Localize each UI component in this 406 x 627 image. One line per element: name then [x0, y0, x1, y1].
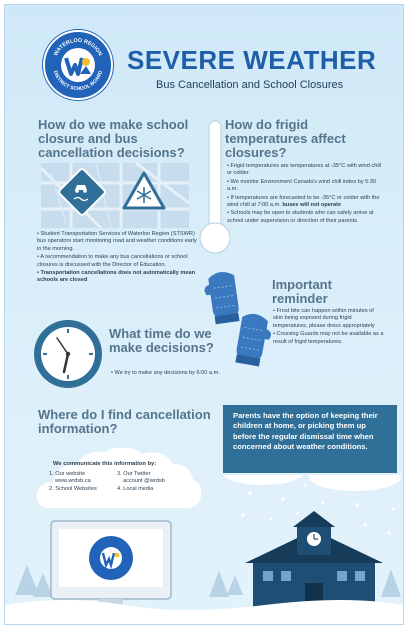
channel-item: 1. Our website: [49, 471, 86, 477]
list-item: • Schools may be open to students who can safely arrive at school under supervision or direction of their parents.: [227, 210, 374, 224]
channel-item: 3. Our Twitter: [117, 471, 151, 477]
logo-text-bottom: DISTRICT SCHOOL BOARD: [51, 69, 105, 93]
decisions-list: [37, 231, 197, 286]
infographic-poster: [4, 4, 404, 625]
channel-item: 2. School Websites: [49, 485, 97, 492]
road-map-illustration: [41, 163, 189, 228]
channels-intro: We communicate this information by:: [53, 461, 157, 467]
channel-item: account @wrdsb: [123, 478, 165, 485]
page-title: SEVERE WEATHER: [127, 45, 377, 75]
list-item: • Frost bite can happen within minutes of skin being exposed during frigid temperatures, please dress appropriately: [273, 308, 375, 329]
school-building-icon: [245, 511, 383, 610]
time-heading: What time do we make decisions?: [109, 326, 214, 356]
reminder-list: [273, 308, 385, 347]
winter-landscape-illustration: [5, 475, 403, 624]
parents-notice-text: Parents have the option of keeping their children at home, or picking them up before the regular dismissal time when concerned about weather conditions.: [233, 411, 378, 451]
time-list: [111, 370, 221, 378]
list-item: • If temperatures are forecasted to be -35°C or colder with the wind chill at 7:00 a.m. buses will not operate: [227, 194, 380, 208]
frigid-list: [227, 163, 382, 226]
decisions-heading: How do we make school closure and bus cancellation decisions?: [38, 117, 189, 161]
list-item: • A recommendation to make any bus cancellations or school closures is discussed with the Director of Education.: [37, 254, 188, 268]
list-item: • We try to make any decisions by 6:00 a.m.: [111, 370, 220, 376]
list-item: • Crossing Guards may not be available as a result of frigid temperatures.: [273, 331, 384, 345]
list-item: • We monitor Environment Canada's wind chill index by 5:30 a.m.: [227, 178, 377, 193]
frigid-heading: How do frigid temperatures affect closures?: [225, 117, 346, 161]
channel-item: www.wrdsb.ca: [55, 478, 91, 485]
channel-item: 4. Local media: [117, 485, 154, 492]
find-heading: Where do I find cancellation information?: [38, 407, 211, 437]
mittens-icon: [203, 267, 275, 377]
board-logo: [43, 30, 113, 100]
reminder-heading: Important reminder: [272, 277, 332, 307]
page-subtitle: Bus Cancellation and School Closures: [156, 79, 344, 91]
parents-notice-box: [223, 405, 397, 473]
list-item: • Frigid temperatures are temperatures at -35°C with wind chill or colder.: [227, 163, 382, 177]
clock-icon: [32, 318, 104, 390]
list-item: • Transportation cancellations does not automatically mean schools are closed: [37, 269, 196, 284]
list-item: • Student Transportation Services of Waterloo Region (STSWR) bus operators start monitoring road and weather conditions early in the morning.: [37, 231, 197, 252]
logo-graphic: [45, 32, 111, 98]
snow-clouds-icon: [223, 475, 401, 491]
logo-text-top: WATERLOO REGION: [53, 37, 103, 58]
